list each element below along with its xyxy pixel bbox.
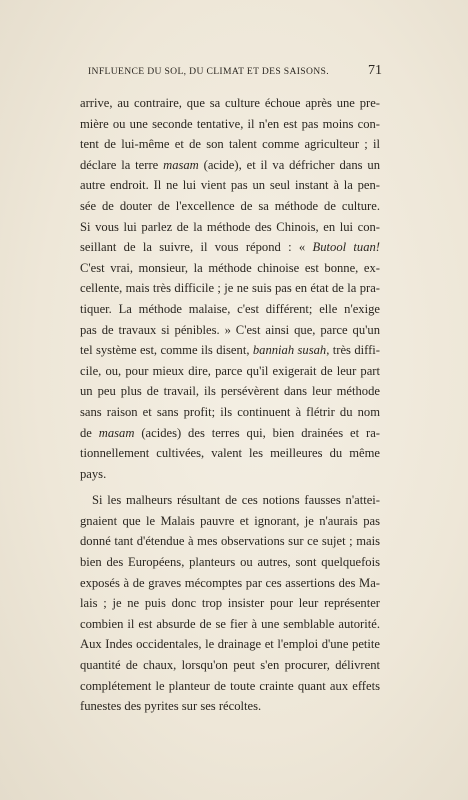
text-line: sans raison et sans profit; ils continuent à flétrir du nom (80, 404, 380, 419)
text-line: exposés à de graves mécomptes par ces assertions des Ma- (80, 575, 380, 590)
text-line: Si vous lui parlez de la méthode des Chinois, en lui con- (80, 219, 380, 234)
text-line: tel système est, comme ils disent, banniah susah, très diffi- (80, 343, 381, 358)
text-line: donné tant d'étendue à mes observations sur ce sujet ; mais (80, 534, 380, 549)
paragraph (80, 93, 380, 484)
text-line: arrive, au contraire, que sa culture échoue après une pre- (80, 96, 380, 110)
text-line: déclare la terre masam (acide), et il va défricher dans un (80, 157, 380, 172)
page-number: 71 (368, 63, 382, 78)
body-text (80, 93, 380, 717)
text-line: combien il est absurde de se fier à une semblable autorité. (80, 616, 380, 631)
italic-term: Butool tuan! (312, 240, 380, 255)
italic-term: masam (98, 425, 135, 440)
paragraph (80, 490, 380, 717)
text-line: funestes des pyrites sur ses récoltes. (80, 699, 262, 714)
text-line: cellente, mais très difficile ; je ne suis pas en état de la pra- (80, 281, 380, 296)
text-line: pays. (80, 466, 107, 481)
italic-term: banniah susah (252, 343, 327, 358)
text-line: quantité de chaux, lorsqu'on peut s'en procurer, délivrent (80, 658, 380, 673)
text-line: un peu plus de travail, ils persévèrent dans leur méthode (80, 384, 380, 399)
running-header (88, 63, 382, 82)
text-line: bien des Européens, planteurs ou autres, sont quelquefois (80, 555, 380, 570)
text-line: de masam (acides) des terres qui, bien drainées et ra- (80, 425, 380, 440)
text-line: lais ; je ne puis donc trop insister pour leur représenter (80, 596, 380, 611)
text-line: mière ou une seconde tentative, il n'en est pas moins con- (80, 116, 380, 131)
text-line: sée de douter de l'excellence de sa méthode de culture. (80, 198, 380, 213)
text-line: pas de travaux si pénibles. » C'est ainsi que, parce qu'un (80, 322, 380, 337)
text-line: complétement le planteur de toute crainte quant aux effets (80, 678, 380, 693)
text-line: seillant de la suivre, il vous répond : « Butool tuan! (80, 240, 380, 255)
text-line: cile, ou, pour mieux dire, parce qu'il exigerait de leur part (80, 363, 380, 378)
text-line: tent de lui-même et de son talent comme agriculteur ; il (80, 137, 380, 152)
text-line: C'est vrai, monsieur, la méthode chinoise est bonne, ex- (80, 260, 380, 275)
italic-term: masam (163, 157, 199, 172)
text-line: autre endroit. Il ne lui vient pas un seul instant à la pen- (80, 178, 380, 193)
text-line: Aux Indes occidentales, le drainage et l'emploi d'une petite (80, 637, 380, 652)
text-line: Si les malheurs résultant de ces notions fausses n'attei- (92, 493, 380, 508)
text-line: gnaient que le Malais pauvre et ignorant, je n'aurais pas (80, 513, 380, 528)
text-line: tionnellement cultivées, valent les meilleures du même (80, 446, 380, 461)
text-line: tiquer. La méthode malaise, c'est différent; elle n'exige (80, 301, 380, 316)
running-title: INFLUENCE DU SOL, DU CLIMAT ET DES SAISONS. (88, 66, 329, 77)
